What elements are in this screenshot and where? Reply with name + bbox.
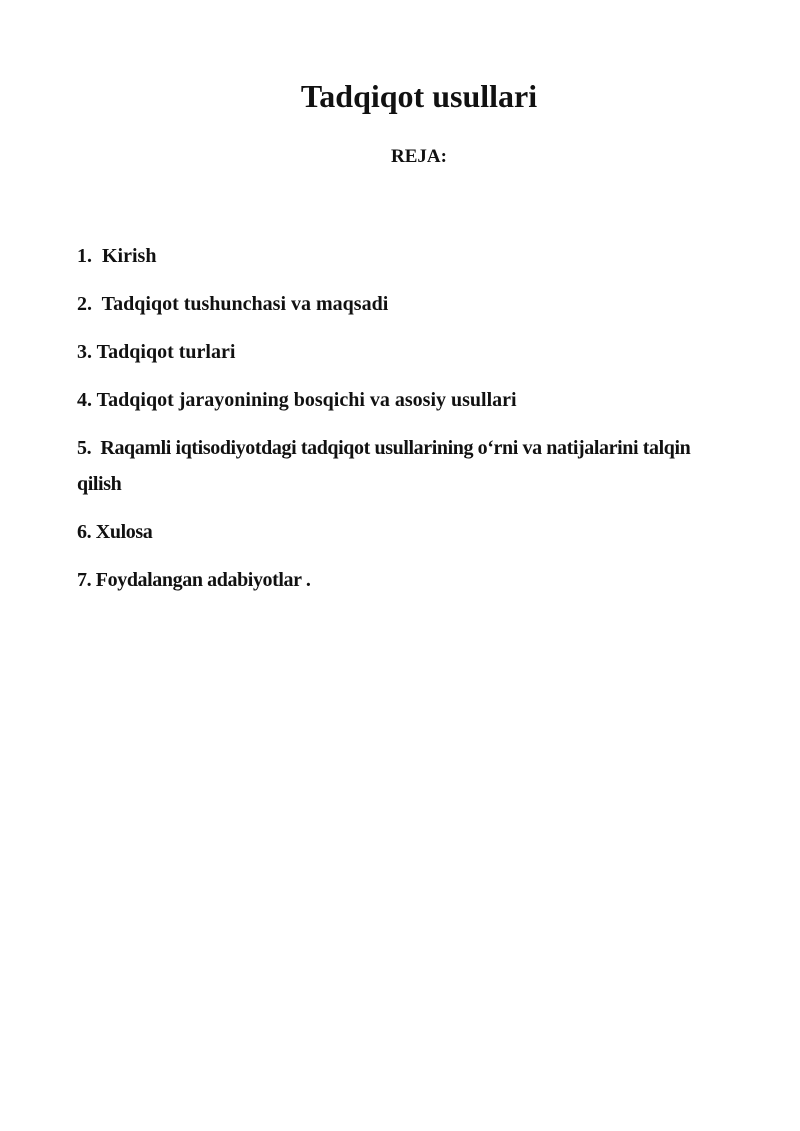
plan-item-concept-purpose: 2. Tadqiqot tushunchasi va maqsadi <box>77 293 389 315</box>
plan-list <box>77 238 737 610</box>
plan-item-kirish: 1. Kirish <box>77 245 157 267</box>
plan-item-research-types: 3. Tadqiqot turlari <box>77 341 236 363</box>
plan-heading: REJA: <box>391 146 447 167</box>
plan-item-digital-economy: 5. Raqamli iqtisodiyotdagi tadqiqot usullarining o‘rni va natijalarini talqin qilish <box>77 437 695 495</box>
plan-item-stages-methods: 4. Tadqiqot jarayonining bosqichi va asosiy usullari <box>77 389 517 411</box>
document-title: Tadqiqot usullari <box>300 78 538 114</box>
plan-item-references: 7. Foydalangan adabiyotlar . <box>77 569 311 591</box>
plan-item-conclusion: 6. Xulosa <box>77 521 153 543</box>
